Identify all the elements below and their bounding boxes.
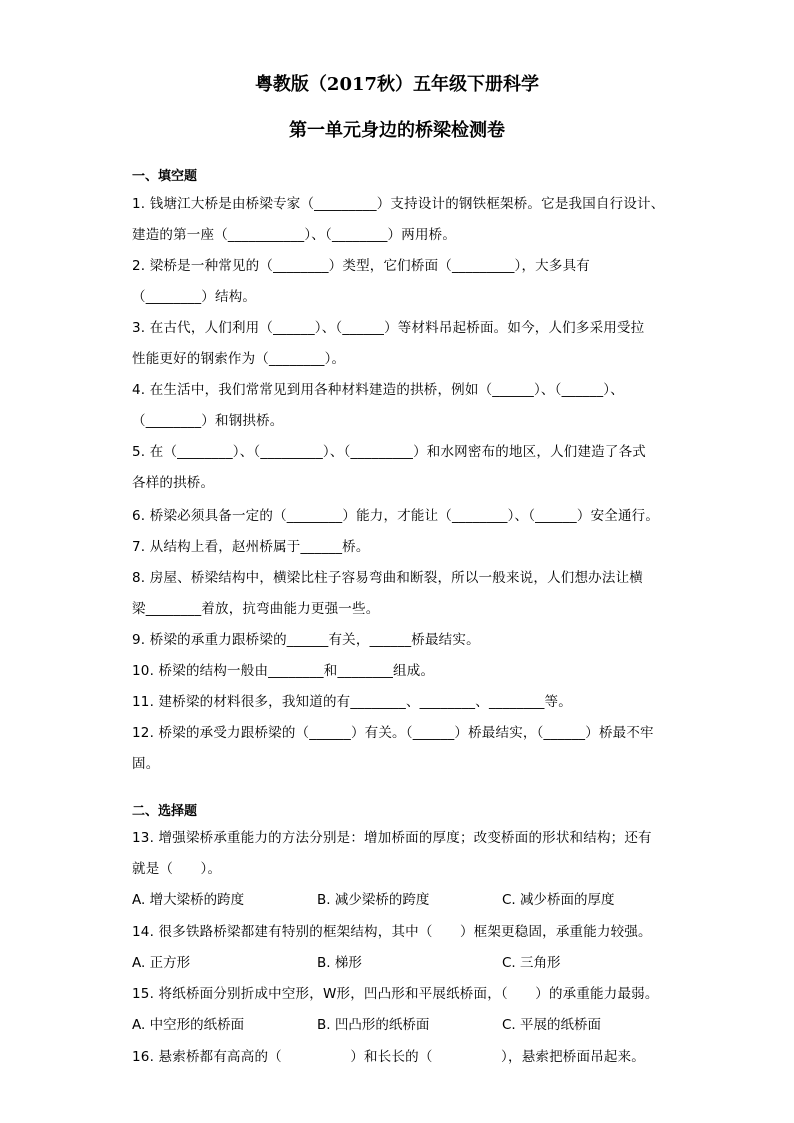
question-line: 梁________着放，抗弯曲能力更强一些。 [132, 601, 380, 617]
choice-question-stem: 就是（ ）。 [132, 861, 222, 877]
question-line: 2. 梁桥是一种常见的（________）类型，它们桥面（_________），大多具有 [132, 258, 590, 274]
question-line: 3. 在古代，人们利用（______）、（______）等材料吊起桥面。如今，人们多采用受拉 [132, 320, 645, 336]
question-line: 9. 桥梁的承重力跟桥梁的______有关，______桥最结实。 [132, 632, 480, 648]
option-b[interactable]: B. 凹凸形的纸桥面 [317, 1017, 430, 1033]
option-a[interactable]: A. 增大梁桥的跨度 [132, 892, 245, 908]
question-line: 7. 从结构上看，赵州桥属于______桥。 [132, 539, 370, 555]
section-fill-in-heading: 一、填空题 [132, 169, 198, 184]
option-a[interactable]: A. 中空形的纸桥面 [132, 1017, 245, 1033]
question-line: 6. 桥梁必须具备一定的（________）能力，才能让（________）、（______）安全通行。 [132, 508, 660, 524]
option-b[interactable]: B. 梯形 [317, 955, 362, 971]
question-line: 建造的第一座（___________）、（________）两用桥。 [132, 227, 457, 243]
question-line: （________）结构。 [132, 289, 257, 305]
option-b[interactable]: B. 减少梁桥的跨度 [317, 892, 430, 908]
question-line: 8. 房屋、桥梁结构中，横梁比柱子容易弯曲和断裂，所以一般来说，人们想办法让横 [132, 570, 643, 586]
choice-question-stem: 15. 将纸桥面分别折成中空形，W形，凹凸形和平展纸桥面，（ ）的承重能力最弱。 [132, 986, 659, 1002]
question-line: 性能更好的钢索作为（________）。 [132, 351, 346, 367]
option-a[interactable]: A. 正方形 [132, 955, 191, 971]
document-title: 粤教版（2017秋）五年级下册科学 [254, 74, 540, 95]
question-line: 5. 在（________）、（_________）、（_________）和水网密布的地区，人们建造了各式 [132, 444, 646, 460]
choice-question-stem: 13. 增强梁桥承重能力的方法分别是：增加桥面的厚度；改变桥面的形状和结构；还有 [132, 830, 652, 846]
choice-question-stem: 14. 很多铁路桥梁都建有特别的框架结构，其中（ ）框架更稳固，承重能力较强。 [132, 924, 652, 940]
question-line: 各样的拱桥。 [132, 475, 215, 491]
section-choice-heading: 二、选择题 [132, 804, 198, 819]
question-line: 固。 [132, 756, 160, 772]
option-c[interactable]: C. 减少桥面的厚度 [502, 892, 615, 908]
question-line: 11. 建桥梁的材料很多，我知道的有________、________、________等。 [132, 694, 572, 710]
option-c[interactable]: C. 平展的纸桥面 [502, 1017, 602, 1033]
question-line: 1. 钱塘江大桥是由桥梁专家（_________）支持设计的钢铁框架桥。它是我国自行设计、 [132, 196, 665, 212]
question-line: （________）和钢拱桥。 [132, 413, 284, 429]
document-subtitle: 第一单元身边的桥梁检测卷 [289, 120, 505, 141]
choice-question-stem: 16. 悬索桥都有高高的（ ）和长长的（ ），悬索把桥面吊起来。 [132, 1049, 646, 1065]
option-c[interactable]: C. 三角形 [502, 955, 561, 971]
question-line: 12. 桥梁的承受力跟桥梁的（______）有关。（______）桥最结实，（______）桥最不牢 [132, 725, 654, 741]
question-line: 10. 桥梁的结构一般由________和________组成。 [132, 663, 435, 679]
question-line: 4. 在生活中，我们常常见到用各种材料建造的拱桥，例如（______）、（______）、 [132, 382, 624, 398]
